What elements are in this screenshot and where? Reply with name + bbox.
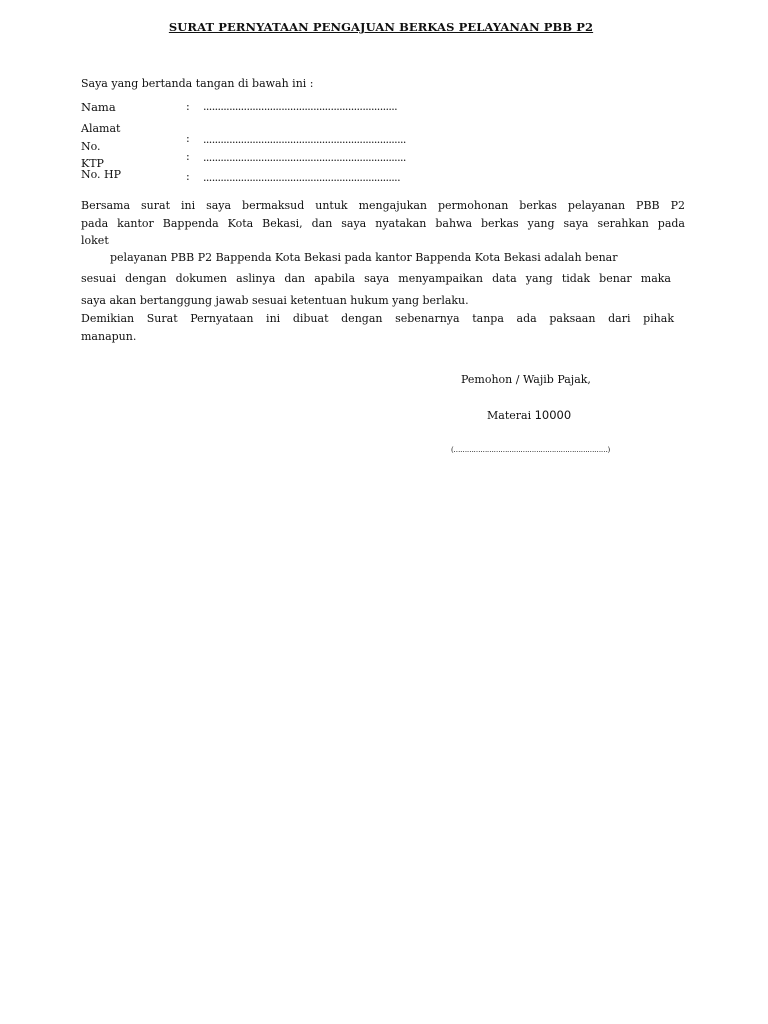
document-title: SURAT PERNYATAAN PENGAJUAN BERKAS PELAYANAN PBB P2 [168,20,594,34]
alamat-dots: ...................................................................... [203,133,406,146]
nama-dots: ................................................................... [203,100,398,113]
ktp-dots: ...................................................................... [203,151,406,164]
body-line-4: pelayanan PBB P2 Bappenda Kota Bekasi pada kantor Bappenda Kota Bekasi adalah benar [110,251,618,264]
body-line-6: saya akan bertanggung jawab sesuai ketentuan hukum yang berlaku. [81,294,469,307]
materai-value: 10000 [534,408,572,422]
body-line-3: loket [81,234,109,247]
signature-role: Pemohon / Wajib Pajak, [461,373,591,386]
alamat-label: Alamat [81,122,121,135]
intro-text: Saya yang bertanda tangan di bawah ini : [81,77,314,90]
materai-line [487,408,571,422]
hp-dots: .................................................................... [203,171,400,184]
hp-label: No. HP [81,168,122,181]
alamat-colon: : [186,132,190,145]
body-line-2: pada kantor Bappenda Kota Bekasi, dan saya nyatakan bahwa berkas yang saya serahkan pada [81,217,685,230]
materai-label: Materai [487,409,532,422]
body-line-1: Bersama surat ini saya bermaksud untuk mengajukan permohonan berkas pelayanan PBB P2 [81,199,685,212]
body-line-8: manapun. [81,330,137,343]
signature-name-placeholder: (……………………………………………………………) [451,446,610,454]
no-label: No. [81,140,101,153]
body-line-5: sesuai dengan dokumen aslinya dan apabila saya menyampaikan data yang tidak benar maka [81,272,671,285]
nama-label: Nama [81,100,116,114]
ktp-colon: : [186,150,190,163]
hp-colon: : [186,170,190,183]
ktp-label: KTP [81,157,104,170]
body-line-7: Demikian Surat Pernyataan ini dibuat dengan sebenarnya tanpa ada paksaan dari pihak [81,312,674,325]
nama-colon: : [186,100,190,113]
